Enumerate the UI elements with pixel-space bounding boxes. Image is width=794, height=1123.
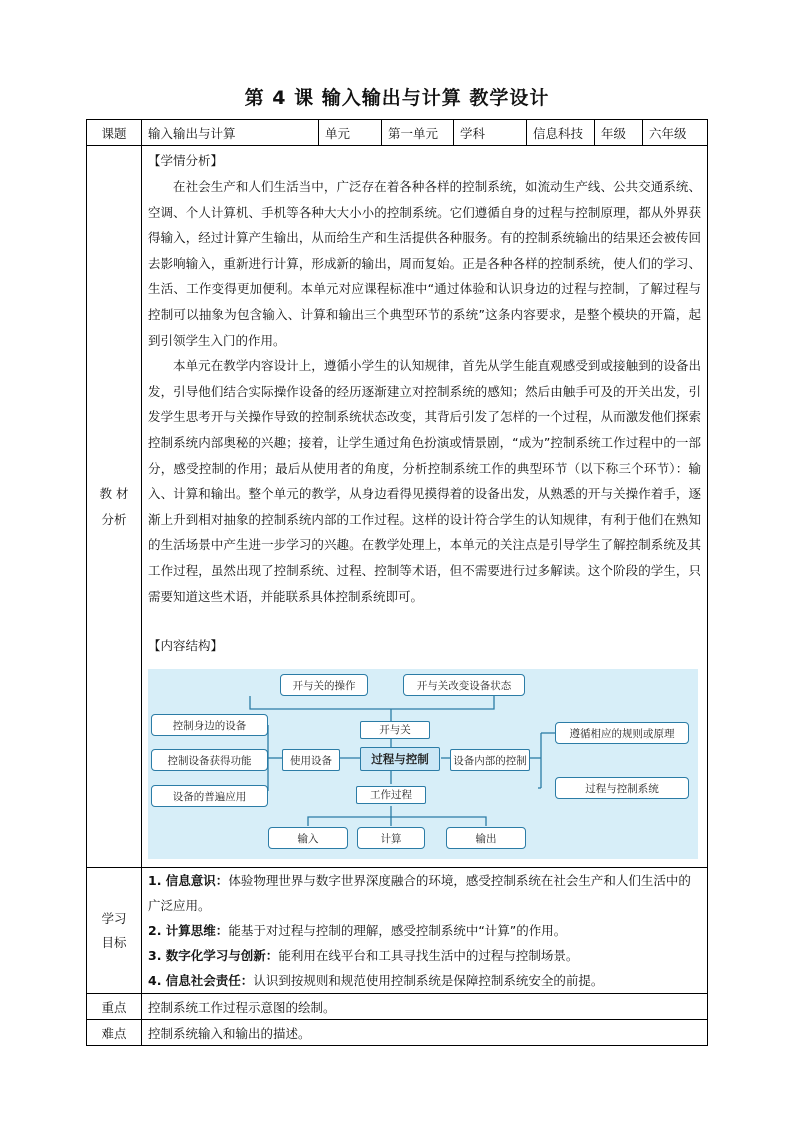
node-output: 输出 bbox=[446, 827, 526, 849]
node-switch-operation: 开与关的操作 bbox=[280, 674, 368, 696]
lesson-table bbox=[86, 119, 708, 1046]
goals-row bbox=[87, 868, 708, 994]
node-common-use: 设备的普遍应用 bbox=[151, 785, 268, 807]
keypoint-row bbox=[87, 994, 708, 1020]
analysis-paragraph-1: 在社会生产和人们生活当中，广泛存在着各种各样的控制系统，如流动生产线、公共交通系统、空调、个人计算机、手机等各种大大小小的控制系统。它们遵循自身的过程与控制原理，都从外界获得输入，经过计算产生输出，从而给生产和生活提供各种服务。有的控制系统输出的结果还会被传回去影响输入，重新进行计算，形成新的输出，周而复始。正是各种各样的控制系统，使人们的学习、生活、工作变得更加便利。本单元对应课程标准中“通过体验和认识身边的过程与控制，了解过程与控制可以抽象为包含输入、计算和输出三个典型环节的系统”这条内容要求，是整个模块的开篇，起到引领学生入门的作用。 bbox=[148, 179, 701, 348]
topic-value: 输入输出与计算 bbox=[142, 120, 319, 146]
topic-label: 课题 bbox=[87, 120, 142, 146]
connector-work-output bbox=[391, 817, 486, 826]
grade-value: 六年级 bbox=[643, 120, 708, 146]
goal-key: 1. 信息意识： bbox=[148, 873, 229, 889]
difficulty-row bbox=[87, 1020, 708, 1046]
node-input: 输入 bbox=[268, 827, 348, 849]
goal-text: 能利用在线平台和工具寻找生活中的过程与控制场景。 bbox=[278, 948, 579, 964]
analysis-paragraph-2: 本单元在教学内容设计上，遵循小学生的认知规律，首先从学生能直观感受到或接触到的设备出发，引导他们结合实际操作设备的经历逐渐建立对控制系统的感知；然后由触手可及的开关出发，引发学生思考开与关操作导致的控制系统状态改变，其背后引发了怎样的一个过程，从而激发他们探索控制系统内部奥秘的兴趣；接着，让学生通过角色扮演或情景剧，“成为”控制系统工作过程中的一部分，感受控制的作用；最后从使用者的角度，分析控制系统工作的典型环节（以下称三个环节）：输入、计算和输出。整个单元的教学，从身边看得见摸得着的设备出发，从熟悉的开与关操作着手，逐渐上升到相对抽象的控制系统内部的工作过程。这样的设计符合学生的认知规律，有利于他们在熟知的生活场景中产生进一步学习的兴趣。在教学处理上，本单元的关注点是引导学生了解控制系统及其工作过程，虽然出现了控制系统、过程、控制等术语，但不需要进行过多解读。这个阶段的学生，只需要知道这些术语，并能联系具体控制系统即可。 bbox=[148, 358, 701, 604]
page-title: 第 4 课 输入输出与计算 教学设计 bbox=[244, 87, 550, 109]
difficulty-label: 难点 bbox=[87, 1020, 142, 1046]
goal-text: 认识到按规则和规范使用控制系统是保障控制系统安全的前提。 bbox=[253, 973, 604, 989]
difficulty-text: 控制系统输入和输出的描述。 bbox=[142, 1020, 708, 1046]
node-compute: 计算 bbox=[357, 827, 425, 849]
goal-item bbox=[148, 968, 701, 993]
section-title-structure: 【内容结构】 bbox=[148, 638, 224, 654]
content-structure-diagram bbox=[148, 669, 698, 859]
keypoint-label: 重点 bbox=[87, 994, 142, 1020]
connector-top bbox=[250, 696, 494, 709]
goal-item bbox=[148, 868, 701, 918]
unit-label: 单元 bbox=[319, 120, 382, 146]
node-use-device: 使用设备 bbox=[282, 749, 340, 771]
node-switch-state: 开与关改变设备状态 bbox=[403, 674, 525, 696]
goals-label: 学习 目标 bbox=[87, 868, 142, 994]
connector-work-input bbox=[308, 806, 391, 826]
goal-key: 4. 信息社会责任： bbox=[148, 973, 254, 989]
analysis-row bbox=[87, 146, 708, 868]
goals-cell bbox=[142, 868, 708, 994]
node-process-control: 过程与控制 bbox=[360, 747, 440, 771]
section-title-situation: 【学情分析】 bbox=[148, 153, 224, 168]
header-row bbox=[87, 120, 708, 146]
grade-label: 年级 bbox=[595, 120, 643, 146]
unit-value: 第一单元 bbox=[382, 120, 454, 146]
goal-item bbox=[148, 918, 701, 943]
subject-value: 信息科技 bbox=[527, 120, 595, 146]
goal-key: 2. 计算思维： bbox=[148, 923, 229, 939]
goal-text: 能基于对过程与控制的理解，感受控制系统中“计算”的作用。 bbox=[228, 923, 567, 939]
keypoint-text: 控制系统工作过程示意图的绘制。 bbox=[142, 994, 708, 1020]
analysis-label: 教 材 分析 bbox=[87, 146, 142, 868]
node-internal-control: 设备内部的控制 bbox=[450, 749, 530, 771]
node-follow-rules: 遵循相应的规则或原理 bbox=[555, 722, 689, 744]
node-work-process: 工作过程 bbox=[356, 786, 426, 804]
subject-label: 学科 bbox=[454, 120, 527, 146]
goal-text: 体验物理世界与数字世界深度融合的环境，感受控制系统在社会生产和人们生活中的广泛应用。 bbox=[148, 873, 691, 914]
node-switch: 开与关 bbox=[360, 721, 430, 739]
goal-item bbox=[148, 943, 701, 968]
node-control-nearby: 控制身边的设备 bbox=[151, 714, 268, 736]
goal-key: 3. 数字化学习与创新： bbox=[148, 948, 279, 964]
node-process-system: 过程与控制系统 bbox=[555, 777, 689, 799]
node-control-function: 控制设备获得功能 bbox=[151, 749, 268, 771]
analysis-cell bbox=[142, 146, 708, 868]
